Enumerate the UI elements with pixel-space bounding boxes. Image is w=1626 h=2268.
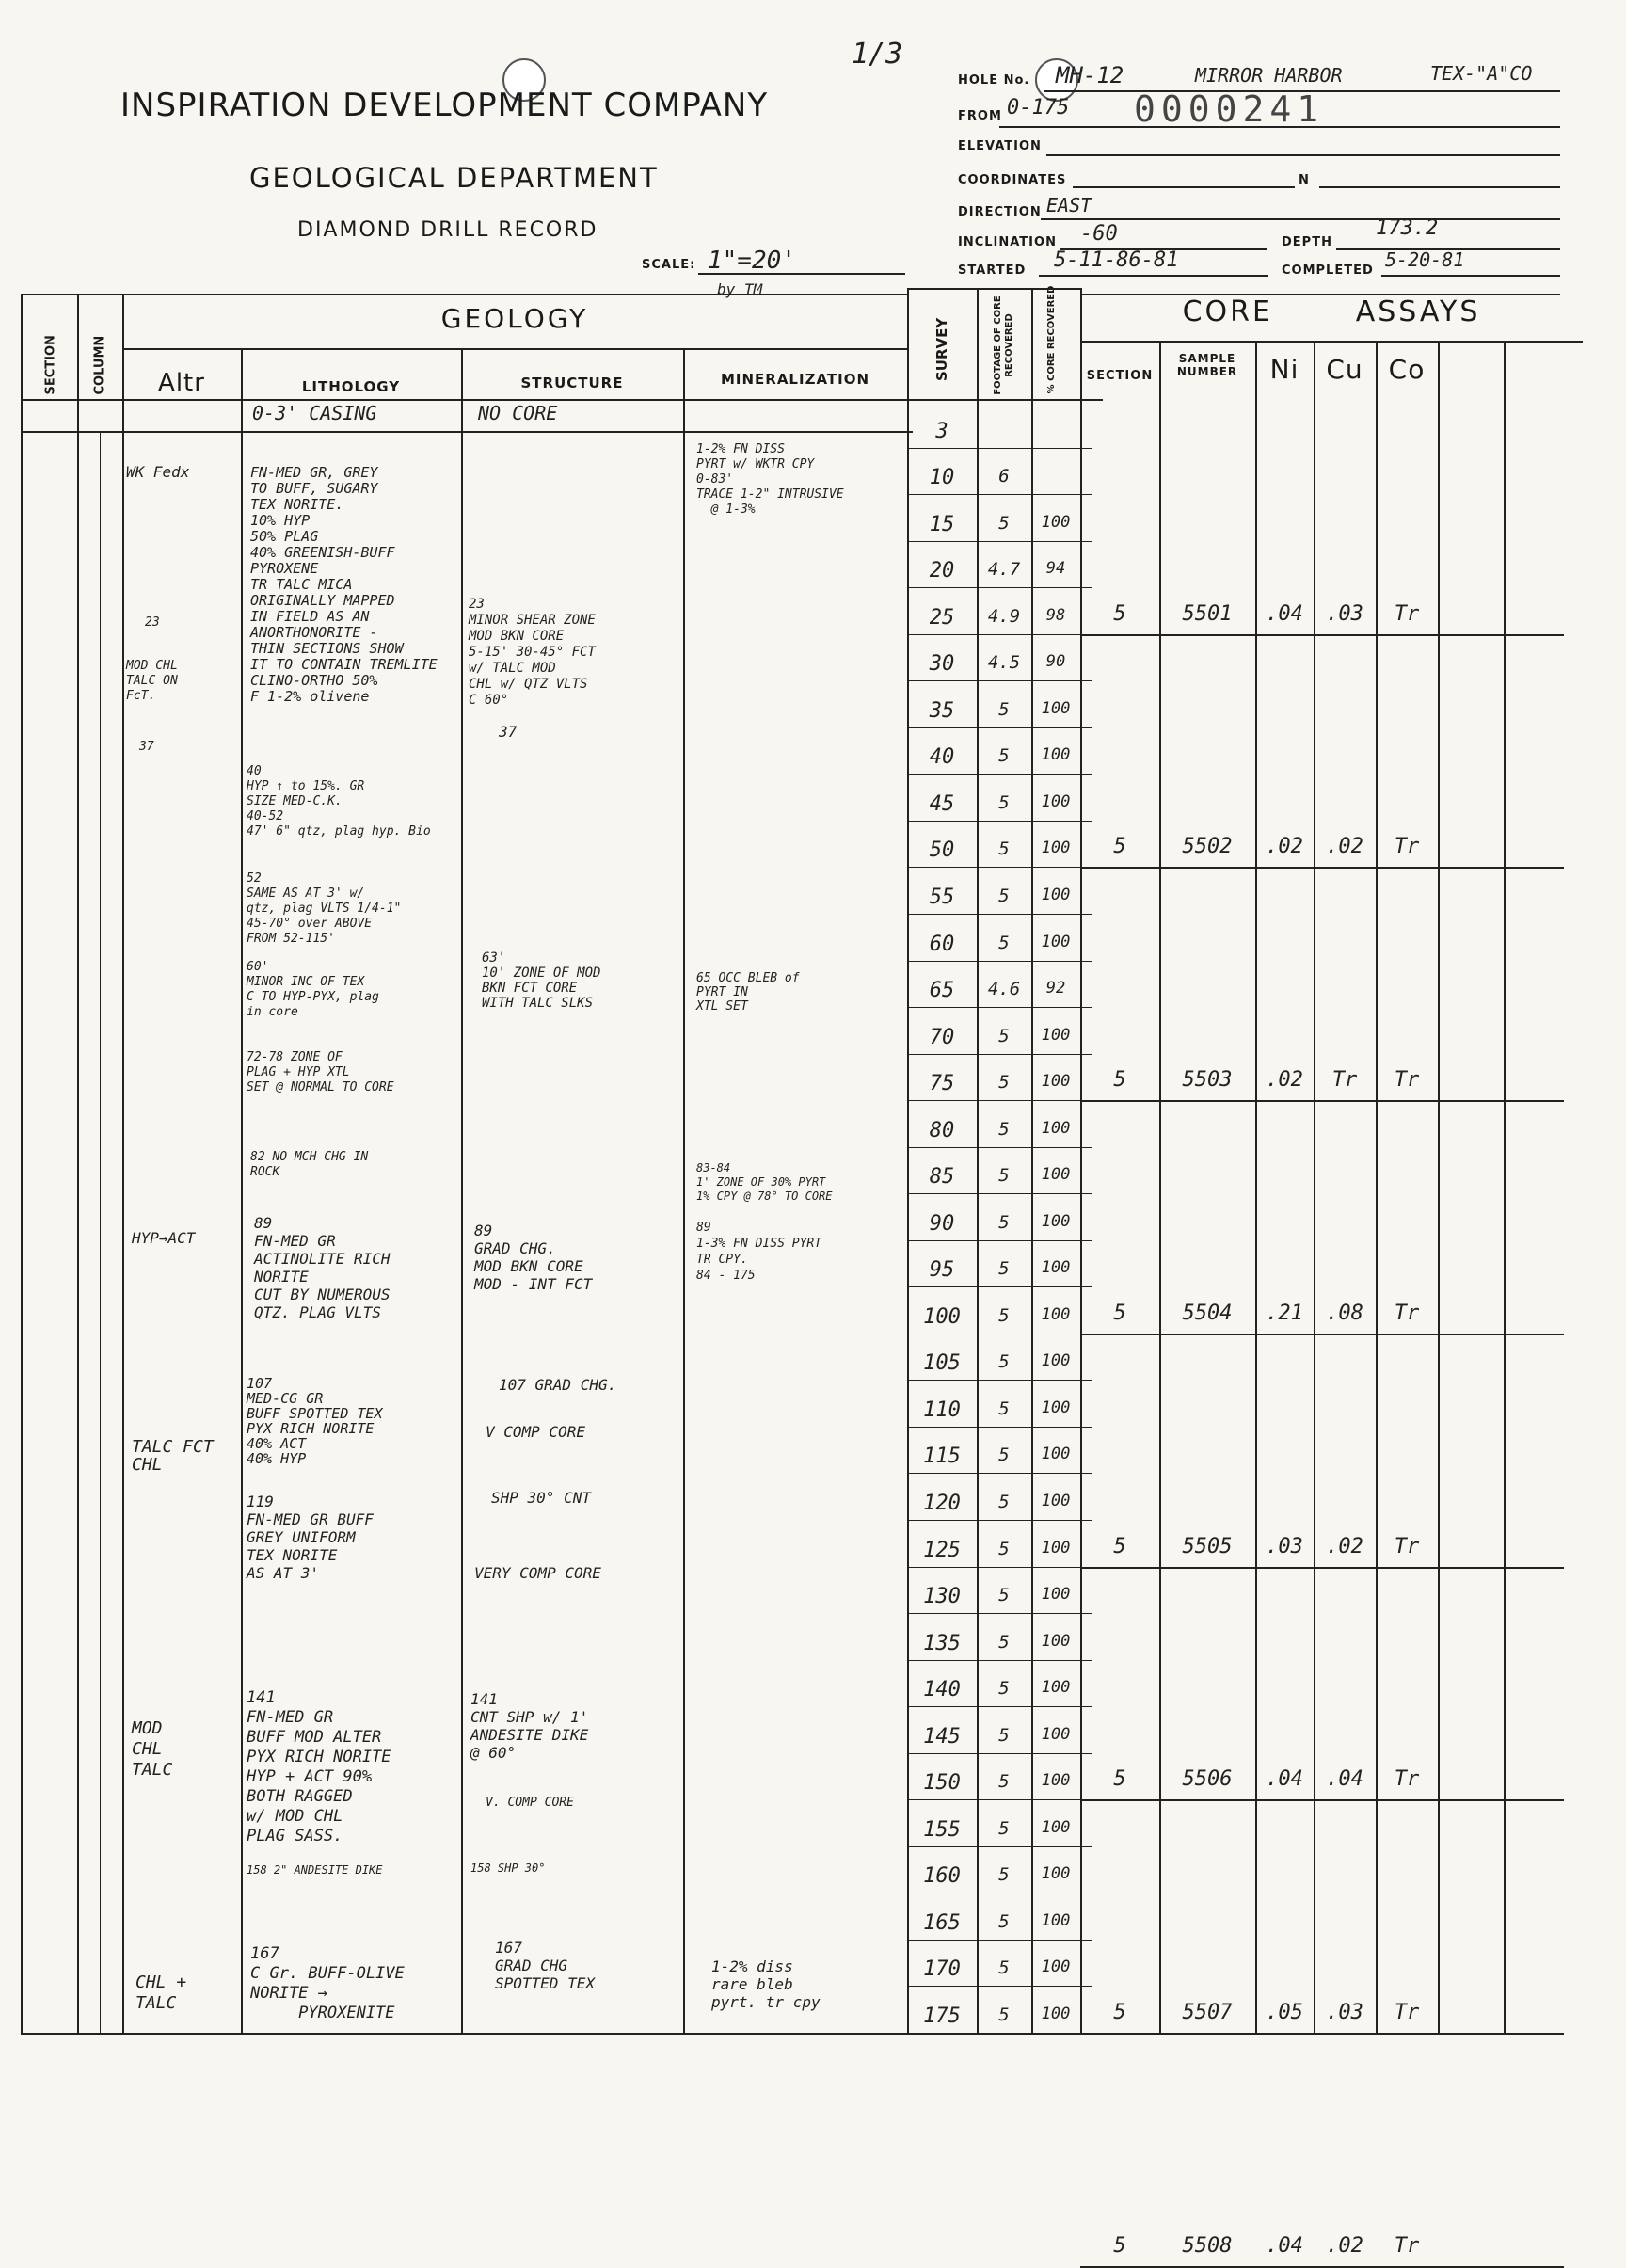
assay-section-cell: 5 xyxy=(1113,1534,1126,1558)
assay-cu-cell: .04 xyxy=(1326,1767,1363,1792)
footage-header: FOOTAGE OF CORE RECOVERED xyxy=(993,295,1014,395)
survey-pct-cell: 100 xyxy=(1041,745,1071,765)
assay-section-cell: 5 xyxy=(1113,835,1126,859)
survey-row-rule xyxy=(907,1520,1092,1521)
survey-depth-cell: 40 xyxy=(929,745,955,770)
survey-depth-cell: 80 xyxy=(929,1118,955,1142)
assay-row-rule xyxy=(1080,634,1564,636)
survey-row-rule xyxy=(907,1100,1092,1101)
page-mark: 1/3 xyxy=(852,38,903,71)
survey-pct-cell: 100 xyxy=(1041,839,1071,858)
structure-note-6: SHP 30° CNT xyxy=(491,1489,591,1507)
survey-depth-cell: 125 xyxy=(923,1538,961,1562)
survey-footage-cell: 5 xyxy=(998,1492,1010,1513)
survey-depth-cell: 110 xyxy=(923,1398,961,1422)
structure-note-1b: 37 xyxy=(499,723,518,741)
survey-row-rule xyxy=(907,1380,1092,1381)
survey-pct-cell: 100 xyxy=(1041,932,1071,951)
survey-pct-cell: 100 xyxy=(1041,1957,1071,1977)
assay-co-cell: Tr xyxy=(1394,1534,1420,1558)
survey-footage-cell: 5 xyxy=(998,1724,1010,1746)
assay-row-rule xyxy=(1080,2266,1564,2268)
survey-pct-cell: 100 xyxy=(1041,1211,1071,1231)
structure-note-1: 23 MINOR SHEAR ZONE MOD BKN CORE 5-15' 30-45° FCT w/ TALC MOD CHL w/ QTZ VLTS C 60° xyxy=(469,597,596,708)
survey-footage-cell: 4.7 xyxy=(987,559,1021,581)
assay-ni-cell: .04 xyxy=(1266,601,1303,626)
survey-row-rule xyxy=(907,1007,1092,1008)
assay-row-rule xyxy=(1080,867,1564,869)
hole-value: MH-12 xyxy=(1056,62,1124,88)
survey-footage-cell: 5 xyxy=(998,791,1010,813)
inclination-value: -60 xyxy=(1080,222,1118,246)
structure-note-2: 63' 10' ZONE OF MOD BKN FCT CORE WITH TALC SLKS xyxy=(482,950,601,1011)
direction-label: DIRECTION xyxy=(958,205,1042,219)
from-label: FROM xyxy=(958,109,1002,123)
assay-cu-cell: .02 xyxy=(1326,1534,1363,1558)
structure-note-7: VERY COMP CORE xyxy=(474,1564,601,1582)
hole-label: HOLE No. xyxy=(958,73,1030,88)
lithology-note-7: 89 FN-MED GR ACTINOLITE RICH NORITE CUT BY NUMEROUS QTZ. PLAG VLTS xyxy=(254,1214,391,1321)
survey-pct-cell: 98 xyxy=(1045,605,1066,625)
sample-number-header: SAMPLE NUMBER xyxy=(1176,352,1238,378)
started-value: 5-11-86-81 xyxy=(1054,248,1179,272)
assay-section-cell: 5 xyxy=(1113,1767,1126,1792)
assay-row-rule xyxy=(1080,1334,1564,1335)
lithology-note-5: 72-78 ZONE OF PLAG + HYP XTL SET @ NORMAL TO CORE xyxy=(247,1050,394,1094)
survey-depth-cell: 85 xyxy=(929,1165,955,1190)
survey-row-rule xyxy=(907,1660,1092,1661)
survey-footage-cell: 5 xyxy=(998,885,1010,906)
survey-footage-cell: 5 xyxy=(998,1678,1010,1700)
survey-depth-cell: 155 xyxy=(923,1817,961,1842)
survey-depth-cell: 135 xyxy=(923,1631,961,1655)
survey-footage-cell: 5 xyxy=(998,1957,1010,1979)
survey-depth-cell: 15 xyxy=(929,512,955,536)
survey-footage-cell: 5 xyxy=(998,1118,1010,1140)
survey-depth-cell: 20 xyxy=(929,559,955,583)
survey-pct-cell: 100 xyxy=(1041,512,1071,532)
assay-ni-cell: .21 xyxy=(1266,1301,1303,1325)
survey-depth-cell: 160 xyxy=(923,1864,961,1889)
survey-depth-cell: 60 xyxy=(929,932,955,956)
survey-pct-cell: 100 xyxy=(1041,885,1071,904)
ni-header: Ni xyxy=(1269,354,1299,385)
survey-depth-cell: 3 xyxy=(935,419,948,443)
mineralization-note-4: 89 1-3% FN DISS PYRT TR CPY. 84 - 175 xyxy=(696,1221,822,1283)
survey-footage-cell: 5 xyxy=(998,1398,1010,1419)
altr-note-4: TALC FCT CHL xyxy=(132,1437,214,1475)
survey-row-rule xyxy=(907,1054,1092,1055)
survey-depth-cell: 100 xyxy=(923,1304,961,1329)
survey-pct-cell: 100 xyxy=(1041,1398,1071,1417)
assay-sample-cell: 5507 xyxy=(1182,2001,1233,2024)
lithology-note-11: 158 2" ANDESITE DIKE xyxy=(247,1863,383,1877)
survey-footage-cell: 5 xyxy=(998,2004,1010,2025)
survey-depth-cell: 70 xyxy=(929,1025,955,1049)
mineralization-note-5: 1-2% diss rare bleb pyrt. tr cpy xyxy=(711,1957,821,2011)
survey-footage-cell: 5 xyxy=(998,1585,1010,1606)
survey-row-rule xyxy=(907,2033,1092,2034)
survey-pct-cell: 94 xyxy=(1045,559,1066,579)
survey-pct-cell: 100 xyxy=(1041,1631,1071,1651)
survey-footage-cell: 5 xyxy=(998,745,1010,767)
survey-depth-cell: 95 xyxy=(929,1258,955,1283)
lithology-note-3: 52 SAME AS AT 3' w/ qtz, plag VLTS 1/4-1" 45-70° over ABOVE FROM 52-115' xyxy=(247,871,402,946)
assay-section-cell: 5 xyxy=(1113,1068,1126,1093)
survey-row-rule xyxy=(907,1240,1092,1241)
survey-pct-cell: 100 xyxy=(1041,1165,1071,1185)
pct-core-header: % CORE RECOVERED xyxy=(1046,285,1057,394)
structure-note-8: 141 CNT SHP w/ 1' ANDESITE DIKE @ 60° xyxy=(470,1690,589,1762)
assay-co-cell: Tr xyxy=(1394,2001,1420,2024)
survey-row-rule xyxy=(907,1799,1092,1800)
assay-cu-cell: .08 xyxy=(1326,1301,1363,1325)
survey-depth-cell: 165 xyxy=(923,1910,961,1935)
survey-footage-cell: 5 xyxy=(998,1072,1010,1094)
survey-row-rule xyxy=(907,1567,1092,1568)
column-mark-1: 23 xyxy=(145,615,160,630)
mineralization-note-3: 83-84 1' ZONE OF 30% PYRT 1% CPY @ 78° TO CORE xyxy=(696,1161,833,1203)
survey-depth-cell: 35 xyxy=(929,698,955,723)
assay-cu-cell: Tr xyxy=(1331,1068,1358,1093)
survey-pct-cell: 100 xyxy=(1041,1585,1071,1605)
survey-row-rule xyxy=(907,494,1092,495)
survey-pct-cell: 92 xyxy=(1045,979,1066,998)
survey-depth-cell: 65 xyxy=(929,979,955,1003)
survey-row-rule xyxy=(907,1940,1092,1941)
hole-target: TEX-"A"CO xyxy=(1430,62,1533,85)
altr-note-1: WK Fedx xyxy=(126,463,190,481)
altr-note-6: CHL + TALC xyxy=(136,1973,187,2013)
survey-row-rule xyxy=(907,727,1092,728)
survey-footage-cell: 5 xyxy=(998,698,1010,720)
survey-footage-cell: 5 xyxy=(998,1258,1010,1280)
assay-co-cell: Tr xyxy=(1394,1301,1420,1325)
structure-note-4: 107 GRAD CHG. xyxy=(499,1376,617,1394)
survey-footage-cell: 6 xyxy=(998,466,1010,487)
assay-cu-cell: .03 xyxy=(1326,2001,1363,2024)
assay-sample-cell: 5502 xyxy=(1182,835,1233,859)
survey-row-rule xyxy=(907,1473,1092,1474)
co-header: Co xyxy=(1388,354,1426,385)
assay-ni-cell: .04 xyxy=(1266,1767,1303,1792)
survey-depth-cell: 150 xyxy=(923,1771,961,1796)
section-column-header: SECTION xyxy=(43,335,58,395)
direction-value: EAST xyxy=(1046,194,1092,216)
assay-section-cell: 5 xyxy=(1113,2233,1126,2258)
altr-note-3: HYP→ACT xyxy=(132,1229,196,1247)
survey-footage-cell: 5 xyxy=(998,1771,1010,1793)
survey-depth-cell: 90 xyxy=(929,1211,955,1236)
lithology-note-6: 82 NO MCH CHG IN ROCK xyxy=(250,1150,369,1179)
structure-note-10: 158 SHP 30° xyxy=(470,1861,546,1875)
depth-value: 173.2 xyxy=(1376,216,1439,240)
survey-depth-cell: 120 xyxy=(923,1492,961,1516)
survey-footage-cell: 4.9 xyxy=(987,605,1021,627)
lithology-note-10: 141 FN-MED GR BUFF MOD ALTER PYX RICH NORITE HYP + ACT 90% BOTH RAGGED w/ MOD CHL PLAG SASS. xyxy=(247,1688,391,1845)
survey-pct-cell: 100 xyxy=(1041,1492,1071,1511)
survey-footage-cell: 5 xyxy=(998,1817,1010,1839)
core-assays-header: CORE ASSAYS xyxy=(1182,295,1481,328)
survey-pct-cell: 100 xyxy=(1041,1864,1071,1884)
document-number: 0000241 xyxy=(1134,88,1325,130)
survey-footage-cell: 5 xyxy=(998,1910,1010,1932)
inclination-label: INCLINATION xyxy=(958,235,1057,249)
survey-depth-cell: 170 xyxy=(923,1957,961,1982)
survey-pct-cell: 100 xyxy=(1041,1351,1071,1371)
structure-note-5: V COMP CORE xyxy=(486,1423,585,1441)
altr-note-5: MOD CHL TALC xyxy=(132,1718,173,1780)
assay-co-cell: Tr xyxy=(1394,601,1420,626)
survey-pct-cell: 100 xyxy=(1041,1538,1071,1557)
survey-pct-cell: 100 xyxy=(1041,1817,1071,1837)
survey-row-rule xyxy=(907,1846,1092,1847)
survey-depth-cell: 25 xyxy=(929,605,955,630)
assay-row-rule xyxy=(1080,1799,1564,1801)
survey-footage-cell: 5 xyxy=(998,1538,1010,1559)
survey-depth-cell: 175 xyxy=(923,2004,961,2028)
lithology-note-4: 60' MINOR INC OF TEX C TO HYP-PYX, plag in core xyxy=(247,960,379,1019)
cu-header: Cu xyxy=(1326,354,1363,385)
survey-pct-cell: 100 xyxy=(1041,1910,1071,1930)
assay-cu-cell: .02 xyxy=(1326,2233,1363,2258)
survey-footage-cell: 5 xyxy=(998,1025,1010,1046)
assay-sample-cell: 5506 xyxy=(1182,1767,1233,1792)
assay-co-cell: Tr xyxy=(1394,835,1420,859)
survey-footage-cell: 4.6 xyxy=(987,979,1021,1000)
structure-note-11: 167 GRAD CHG SPOTTED TEX xyxy=(495,1939,595,1992)
no-core-note: NO CORE xyxy=(478,402,558,424)
structure-note-3: 89 GRAD CHG. MOD BKN CORE MOD - INT FCT xyxy=(474,1222,593,1293)
survey-footage-cell: 5 xyxy=(998,512,1010,534)
structure-header: STRUCTURE xyxy=(520,375,624,391)
survey-row-rule xyxy=(907,587,1092,588)
survey-header: SURVEY xyxy=(933,317,950,381)
survey-footage-cell: 5 xyxy=(998,1351,1010,1373)
survey-depth-cell: 10 xyxy=(929,466,955,490)
survey-row-rule xyxy=(907,1286,1092,1287)
survey-footage-cell: 5 xyxy=(998,839,1010,860)
completed-label: COMPLETED xyxy=(1282,264,1374,278)
survey-row-rule xyxy=(907,914,1092,915)
assay-section-cell: 5 xyxy=(1113,2001,1126,2024)
assay-section-header: SECTION xyxy=(1086,369,1154,383)
assay-co-cell: Tr xyxy=(1394,1767,1420,1792)
mineralization-note-1: 1-2% FN DISS PYRT w/ WKTR CPY 0-83' TRACE 1-2" INTRUSIVE @ 1-3% xyxy=(696,442,844,517)
survey-footage-cell: 4.5 xyxy=(987,652,1021,674)
assay-sample-cell: 5505 xyxy=(1182,1534,1233,1558)
lithology-note-2: 40 HYP ↑ to 15%. GR SIZE MED-C.K. 40-52 47' 6" qtz, plag hyp. Bio xyxy=(247,764,431,839)
survey-row-rule xyxy=(907,634,1092,635)
survey-pct-cell: 100 xyxy=(1041,1304,1071,1324)
assay-sample-cell: 5503 xyxy=(1182,1068,1233,1093)
mineralization-note-2: 65 OCC BLEB of PYRT IN XTL SET xyxy=(696,971,800,1014)
survey-pct-cell: 100 xyxy=(1041,1724,1071,1744)
assay-row-rule xyxy=(1080,2033,1564,2035)
survey-footage-cell: 5 xyxy=(998,1304,1010,1326)
survey-pct-cell: 100 xyxy=(1041,2004,1071,2023)
started-label: STARTED xyxy=(958,264,1027,278)
lithology-header: LITHOLOGY xyxy=(301,378,401,395)
survey-depth-cell: 145 xyxy=(923,1724,961,1749)
survey-pct-cell: 100 xyxy=(1041,1118,1071,1138)
assay-ni-cell: .02 xyxy=(1266,835,1303,859)
survey-row-rule xyxy=(907,680,1092,681)
lithology-note-8: 107 MED-CG GR BUFF SPOTTED TEX PYX RICH NORITE 40% ACT 40% HYP xyxy=(247,1375,383,1467)
assay-section-cell: 5 xyxy=(1113,1301,1126,1325)
lithology-note-12: 167 C Gr. BUFF-OLIVE NORITE → PYROXENITE xyxy=(250,1944,405,2022)
casing-note: 0-3' CASING xyxy=(252,402,377,424)
coordinates-label: COORDINATES xyxy=(958,173,1067,187)
survey-row-rule xyxy=(907,1613,1092,1614)
survey-row-rule xyxy=(907,448,1092,449)
record-title: DIAMOND DRILL RECORD xyxy=(297,218,598,242)
altr-note-2: MOD CHL TALC ON FcT. xyxy=(126,659,178,703)
assay-co-cell: Tr xyxy=(1394,2233,1420,2258)
assay-ni-cell: .05 xyxy=(1266,2001,1303,2024)
column-column-header: COLUMN xyxy=(92,335,107,395)
survey-depth-cell: 130 xyxy=(923,1585,961,1609)
survey-footage-cell: 5 xyxy=(998,1631,1010,1653)
assay-sample-cell: 5508 xyxy=(1182,2233,1233,2258)
survey-depth-cell: 140 xyxy=(923,1678,961,1702)
lithology-note-9: 119 FN-MED GR BUFF GREY UNIFORM TEX NORITE AS AT 3' xyxy=(247,1493,374,1582)
survey-row-rule xyxy=(907,821,1092,822)
survey-depth-cell: 75 xyxy=(929,1072,955,1096)
survey-pct-cell: 100 xyxy=(1041,1025,1071,1045)
survey-pct-cell: 90 xyxy=(1045,652,1066,672)
altr-header: Altr xyxy=(158,369,205,397)
survey-row-rule xyxy=(907,541,1092,542)
scale-label: SCALE: xyxy=(642,258,696,272)
survey-depth-cell: 30 xyxy=(929,652,955,677)
elevation-label: ELEVATION xyxy=(958,139,1042,153)
hole-location: MIRROR HARBOR xyxy=(1195,64,1343,87)
assay-row-rule xyxy=(1080,1567,1564,1569)
survey-pct-cell: 100 xyxy=(1041,1678,1071,1698)
depth-label: DEPTH xyxy=(1282,235,1332,249)
assay-cu-cell: .02 xyxy=(1326,835,1363,859)
mineralization-header: MINERALIZATION xyxy=(720,371,870,388)
survey-depth-cell: 45 xyxy=(929,791,955,816)
company-name: INSPIRATION DEVELOPMENT COMPANY xyxy=(120,87,769,124)
assay-ni-cell: .04 xyxy=(1266,2233,1303,2258)
survey-pct-cell: 100 xyxy=(1041,791,1071,811)
completed-value: 5-20-81 xyxy=(1385,248,1465,271)
assay-sample-cell: 5504 xyxy=(1182,1301,1233,1325)
survey-footage-cell: 5 xyxy=(998,1211,1010,1233)
assay-ni-cell: .03 xyxy=(1266,1534,1303,1558)
survey-row-rule xyxy=(907,867,1092,868)
lithology-note-1: FN-MED GR, GREY TO BUFF, SUGARY TEX NORITE. 10% HYP 50% PLAG 40% GREENISH-BUFF PYROXENE TR TALC MICA ORIGINALLY MAPPED IN FIELD AS AN ANORTHONORITE - THIN SECTIONS SHOW IT TO CONTAIN TREMLITE CLINO-ORTHO 50% F 1-2% olivene xyxy=(250,464,438,705)
department-name: GEOLOGICAL DEPARTMENT xyxy=(249,162,659,194)
survey-depth-cell: 115 xyxy=(923,1445,961,1469)
scale-by: by TM xyxy=(717,280,763,298)
scale-value: 1"=20' xyxy=(708,247,796,275)
survey-row-rule xyxy=(907,1193,1092,1194)
assay-section-cell: 5 xyxy=(1113,601,1126,626)
survey-row-rule xyxy=(907,1147,1092,1148)
survey-pct-cell: 100 xyxy=(1041,698,1071,718)
survey-footage-cell: 5 xyxy=(998,1165,1010,1187)
survey-footage-cell: 5 xyxy=(998,932,1010,953)
survey-row-rule xyxy=(907,1706,1092,1707)
survey-row-rule xyxy=(907,1753,1092,1754)
survey-row-rule xyxy=(907,1986,1092,1987)
coordinates-n-label: N xyxy=(1299,173,1310,187)
from-value: 0-175 xyxy=(1007,96,1070,120)
survey-pct-cell: 100 xyxy=(1041,1072,1071,1092)
survey-pct-cell: 100 xyxy=(1041,1445,1071,1464)
survey-row-rule xyxy=(907,1427,1092,1428)
survey-pct-cell: 100 xyxy=(1041,1258,1071,1278)
assay-cu-cell: .03 xyxy=(1326,601,1363,626)
assay-ni-cell: .02 xyxy=(1266,1068,1303,1093)
column-mark-2: 37 xyxy=(139,740,154,754)
survey-footage-cell: 5 xyxy=(998,1445,1010,1466)
survey-row-rule xyxy=(907,774,1092,775)
structure-note-9: V. COMP CORE xyxy=(486,1796,574,1810)
assay-row-rule xyxy=(1080,1100,1564,1102)
assay-co-cell: Tr xyxy=(1394,1068,1420,1093)
assay-sample-cell: 5501 xyxy=(1182,601,1233,626)
survey-row-rule xyxy=(907,961,1092,962)
survey-pct-cell: 100 xyxy=(1041,1771,1071,1791)
geology-header: GEOLOGY xyxy=(440,303,589,334)
survey-footage-cell: 5 xyxy=(998,1864,1010,1886)
survey-depth-cell: 50 xyxy=(929,839,955,863)
survey-depth-cell: 105 xyxy=(923,1351,961,1376)
survey-depth-cell: 55 xyxy=(929,885,955,909)
